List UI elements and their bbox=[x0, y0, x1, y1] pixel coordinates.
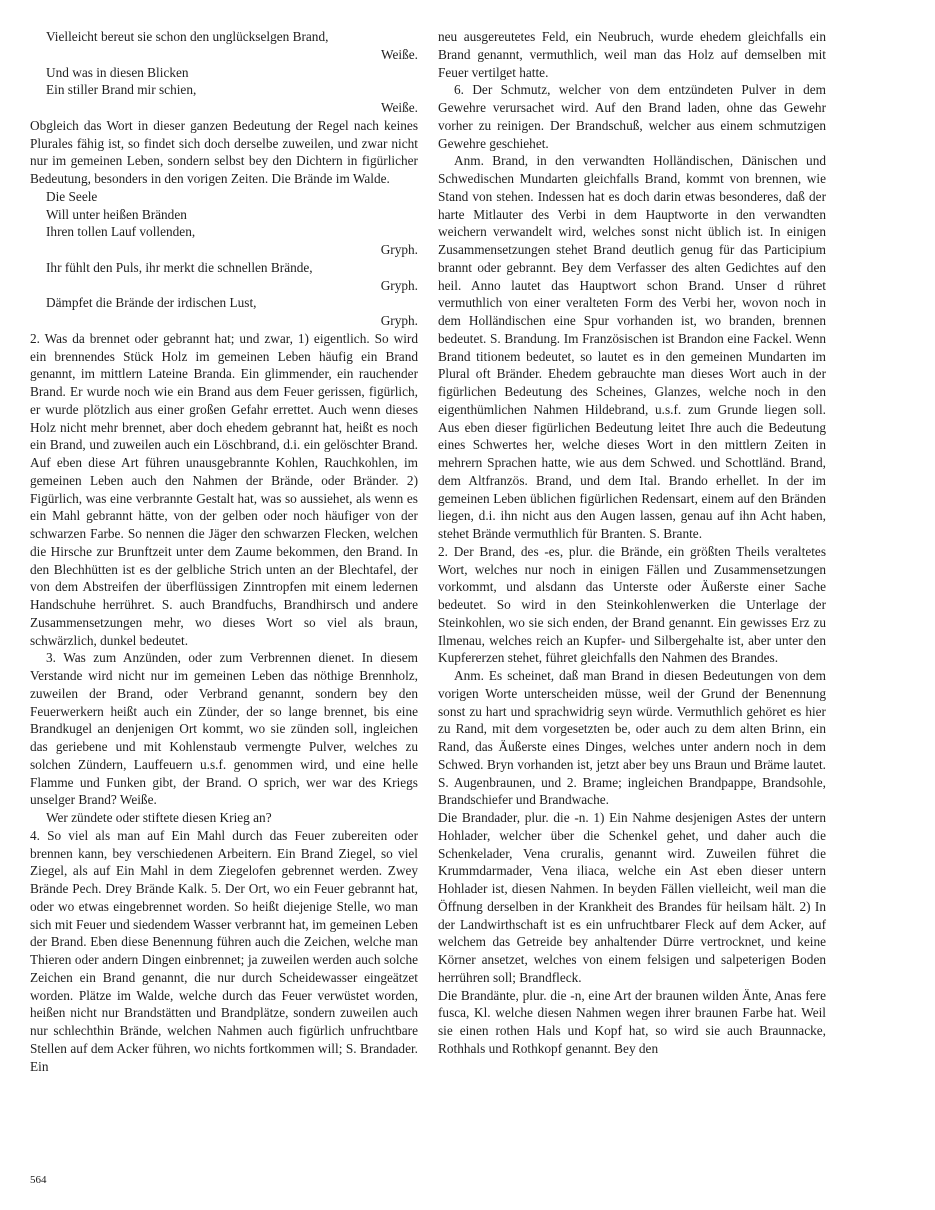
paragraph: Die Brandänte, plur. die -n, eine Art der braunen wilden Änte, Anas fere fusca, Kl. welche diesen Nahmen wegen ihrer braunen Farbe hat. Weil sie einen rothen Hals und Kopf hat, so wird sie auch Braunnacke, Rothhals und Rothkopf genannt. Bey den bbox=[438, 987, 826, 1056]
verse-source: Gryph. bbox=[380, 313, 418, 328]
verse-source: Weiße. bbox=[381, 46, 418, 62]
verse-line: Will unter heißen Bränden bbox=[46, 206, 187, 222]
paragraph: 2. Was da brennet oder gebrannt hat; und zwar, 1) eigentlich. So wird ein brennendes Stück Holz im gemeinen Leben häufig ein Brand genannt, im mittlern Lateine Branda. Ein glimmender, ein rauchender Brand. Er wurde noch wie ein Brand aus dem Feuer gerissen, figürlich, er wurde plötzlich aus einer großen Gefahr errettet. Auch wenn dieses Holz nicht mehr brennet, aber doch ehedem gebrannt hat, heißt es noch ein Brand, und zuweilen auch ein Löschbrand, d.i. ein gelöschter Brand. Auf eben diese Art führen unausgebrannte Kohlen, Rauchkohlen, im gemeinen Leben auch den Nahmen der Brände, oder Bränder. 2) Figürlich, was eine verbrannte Gestalt hat, was so aussiehet, als wenn es ein Mahl gebrannt hätte, von der gelben oder noch häufiger von der schwarzen Farbe. So nennen die Jäger den schwarzen Flecken, welchen die Hirsche zur Brunftzeit unter dem Zaume bekommen, den Brand. In den Blechhütten ist es der gelbliche Strich unten an der Blechtafel, der von dem Abstreifen der überflüssigen Zinntropfen mit einem ledernen Handschuhe herrühret. S. auch Brandfuchs, Brandhirsch und andere Zusammensetzungen mehr, wo dieses Wort so viel als braun, schwärzlich, dunkel bedeutet. bbox=[30, 330, 418, 648]
paragraph: Die Brandader, plur. die -n. 1) Ein Nahme desjenigen Astes der untern Hohlader, welcher über die Schenkel gehet, und daher auch die Schenkelader, Vena cruralis, genannt wird. Zuweilen führet die Krummdarmader, Vena iliaca, welche ein Ast eben dieser untern Hohlader ist, diesen Nahmen. In beyden Fällen vielleicht, weil man die Öffnung derselben in der Krankheit des Brandes für heilsam hält. 2) In der Landwirthschaft ist es ein unfruchtbarer Fleck auf dem Acker, auf welchem das Getreide bey anhaltender Dürre vertrocknet, und keine Körner ansetzet, welches von einem felsigen und salpeterigen Boden herrühren soll; Brandfleck. bbox=[438, 810, 826, 985]
verse-source: Weiße. bbox=[381, 100, 418, 115]
paragraph: 6. Der Schmutz, welcher von dem entzündeten Pulver in dem Gewehre verursachet wird. Auf den Brand laden, ohne das Gewehr vorher zu reinigen. Der Brandschuß, welcher aus einem schmutzigen Gewehre geschiehet. bbox=[438, 82, 826, 151]
page-number: 564 bbox=[30, 1174, 47, 1186]
verse-source: Gryph. bbox=[380, 277, 418, 293]
left-column bbox=[30, 28, 418, 1075]
paragraph: 2. Der Brand, des -es, plur. die Brände, ein größten Theils veraltetes Wort, welches nur noch in einigen Fällen und Zusammensetzungen vorkommt, und alsdann das Unterste oder Äußerste einer Sache bedeutet. So wird in den Steinkohlenwerken die Unterlage der Steinkohlen, wo sie sich enden, der Brand genannt. Ein gewisses Erz zu Ilmenau, welches reich an Kupfer- und Silbergehalte ist, aber unter den Kupfererzen stehet, führet gleichfalls den Nahmen des Brandes. bbox=[438, 543, 826, 666]
right-column bbox=[438, 28, 826, 1058]
verse-line: Ihr fühlt den Puls, ihr merkt die schnellen Brände, bbox=[46, 259, 313, 275]
paragraph: Obgleich das Wort in dieser ganzen Bedeutung der Regel nach keines Plurales fähig ist, so findet sich doch derselbe zuweilen, und zwar nicht nur im gemeinen Leben, sondern selbst bey den Dichtern in figürlicher Bedeutung, besonders in den vorigen Zeiten. Die Brände im Walde. bbox=[30, 117, 418, 186]
verse-line: Wer zündete oder stiftete diesen Krieg an? bbox=[46, 810, 272, 825]
paragraph: Anm. Brand, in den verwandten Holländischen, Dänischen und Schwedischen Mundarten gleichfalls Brand, kommt von brennen, wie Stand von stehen. Indessen hat es doch darin etwas besonderes, daß der harte Mitlauter des Verbi in dem Hauptworte in den verwandten weichern verwandelt wird, welches sonst nicht üblich ist. In einigen Zusammensetzungen stehet Brand deutlich genug für das Participium brannt oder gebrannt. Bey dem Verfasser des alten Gedichtes auf den heil. Anno lautet das Hauptwort schon Brand. Unser d rühret vermuthlich von einer veralteten Form des Verbi her, wovon noch in dem Holländischen eine Spur vorhanden ist, wo branden, brennen bedeutet. S. Brandung. Im Französischen ist Brandon eine Fackel. Wenn Brand titionem bedeutet, so lautet es in den gemeinen Mundarten im Plural oft Bränder. Ehedem gebrauchte man dieses Wort auch in der figürlichen Bedeutung des Scheines, Glanzes, welche noch in den eigenthümlichen Nahmen Hildebrand, u.s.f. zum Grunde liegen soll. Aus eben dieser figürlichen Bedeutung leitet Ihre auch die Bedeutung eines Schwertes her, welche dieses Wort in den mittlern Zeiten in mehrern Sprachen hatte, wie aus dem Schwed. und Schottländ. Brand, dem Altfranzös. Brand, und dem Ital. Brando erhellet. In der im gemeinen Leben üblichen figürlichen Redensart, einem auf den Bränden liegen, d.i. ihn nicht aus den Augen lassen, genau auf ihn Acht haben, stehet Brände vermuthlich für Branten. S. Brante. bbox=[438, 153, 826, 541]
verse-line: Die Seele bbox=[46, 188, 98, 204]
verse-line: Ihren tollen Lauf vollenden, bbox=[46, 224, 196, 240]
verse-line: Ein stiller Brand mir schien, bbox=[46, 82, 197, 98]
verse-line: Und was in diesen Blicken bbox=[46, 64, 189, 80]
paragraph: 3. Was zum Anzünden, oder zum Verbrennen dienet. In diesem Verstande wird nicht nur im gemeinen Leben das nöthige Brennholz, zuweilen der Brand, oder Verbrand genannt, sondern bey den Feuerwerkern heißt auch ein Zünder, der so lange brennet, bis eine Brandkugel an denjenigen Ort kommt, wo sie zünden soll, ingleichen das geriebene und mit Kohlenstaub vermengte Pulver, welches zu solchen Zündern, Lauffeuern u.s.f. genommen wird, und eine helle Flamme und Funken gibt, der Brand. O sprich, wer war des Kriegs unselger Brand? Weiße. bbox=[30, 650, 418, 808]
paragraph: Anm. Es scheinet, daß man Brand in diesen Bedeutungen von dem vorigen Worte unterscheiden müsse, weil der Grund der Benennung sonst zu hart und sprachwidrig seyn würde. Vermuthlich gehöret es hier zu Rand, mit dem vorgesetzten be, oder auch zu dem alten Brinn, ein Rand, das Äußerste eines Dinges, welches unter andern noch in dem Schwed. Bryn vorhanden ist, jetzt aber bey uns Braun und Bräme lautet. S. Augenbraunen, und 2. Brame; ingleichen Brandpappe, Brandsohle, Brandschiefer und Brandwache. bbox=[438, 668, 826, 808]
paragraph: 4. So viel als man auf Ein Mahl durch das Feuer zubereiten oder brennen kann, bey verschiedenen Arbeitern. Ein Brand Ziegel, so viel Ziegel, als auf Ein Mahl in dem Ziegelofen gebrennet werden. Zwey Brände Pech. Drey Brände Kalk. 5. Der Ort, wo ein Feuer gebrannt hat, oder wo etwas eingebrennet worden. So heißt diejenige Stelle, wo man sich mit Feuer und siedendem Wasser verbrannt hat, im gemeinen Leben der Brand. Eben diese Benennung führen auch die Zeichen, welche man Thieren oder andern Dingen einbrennet; ja zuweilen werden auch solche Zeichen ein Brand genannt, die nur durch Scheidewasser eingeätzet worden. Plätze im Walde, welche durch das Feuer verwüstet worden, heißen nicht nur Brandstätten und Brandplätze, sondern zuweilen auch nur schlechthin Brände, welchen Nahmen auch figürlich unfruchtbare Stellen auf dem Acker führen, wo nichts fortkommen will; S. Brandader. Ein bbox=[30, 827, 418, 1074]
paragraph: neu ausgereutetes Feld, ein Neubruch, wurde ehedem gleichfalls ein Brand genannt, vermuthlich, weil man das Holz auf demselben mit Feuer vertilget hatte. bbox=[438, 29, 826, 80]
verse-source: Gryph. bbox=[380, 242, 418, 257]
verse-line: Dämpfet die Brände der irdischen Lust, bbox=[46, 295, 257, 311]
verse-line: Vielleicht bereut sie schon den unglückselgen Brand, bbox=[46, 29, 329, 44]
